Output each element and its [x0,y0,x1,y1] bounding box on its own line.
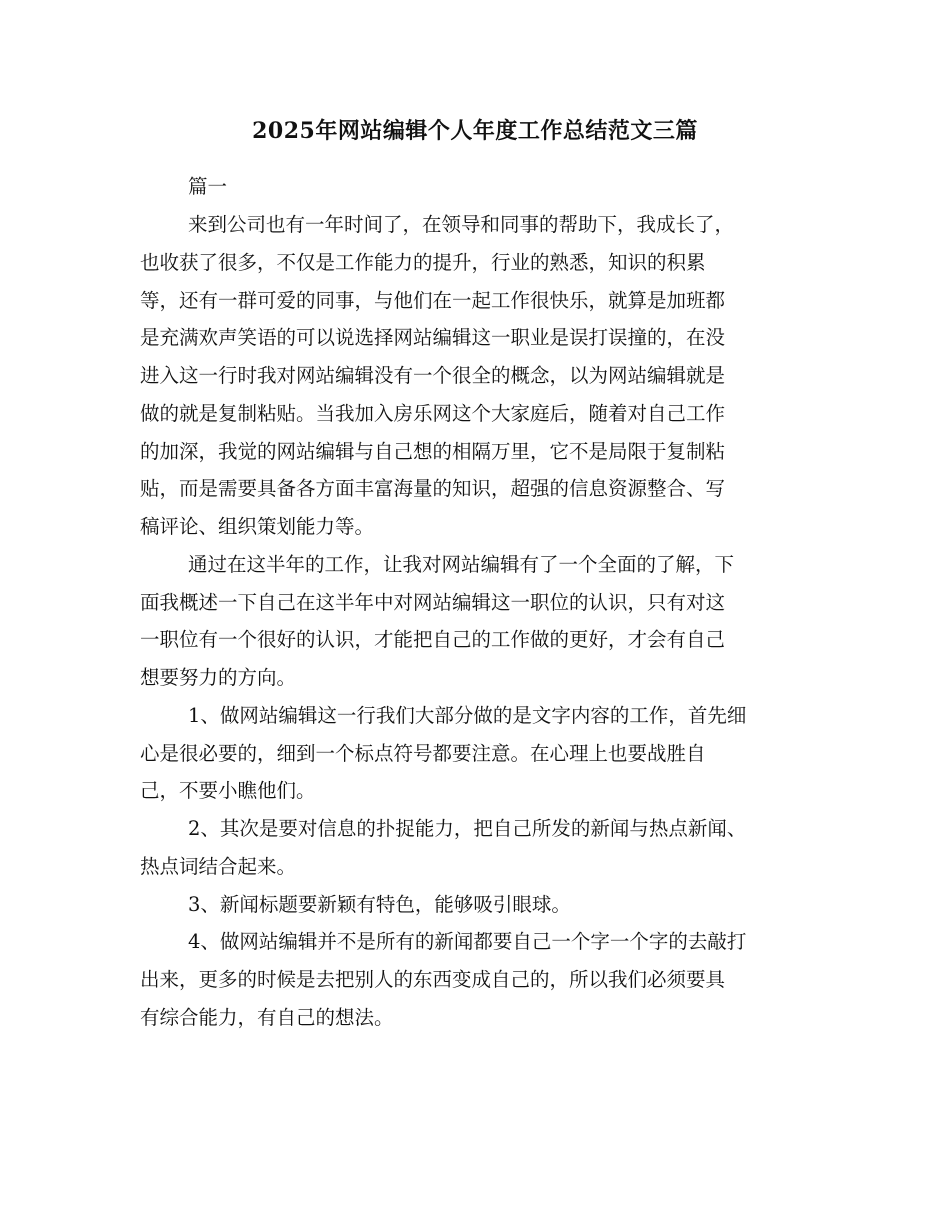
paragraph-line: 稿评论、组织策划能力等。 [140,515,375,538]
list-item-line: 3、新闻标题要新颖有特色，能够吸引眼球。 [188,893,571,916]
paragraph-line: 进入这一行时我对网站编辑没有一个很全的概念，以为网站编辑就是 [140,364,726,387]
list-item-line: 1、做网站编辑这一行我们大部分做的是文字内容的工作，首先细 [188,704,747,727]
paragraph-line: 等，还有一群可爱的同事，与他们在一起工作很快乐，就算是加班都 [140,289,726,312]
paragraph-line: 的加深，我觉的网站编辑与自己想的相隔万里，它不是局限于复制粘 [140,440,726,463]
list-item-line: 心是很必要的，细到一个标点符号都要注意。在心理上也要战胜自 [140,742,706,765]
paragraph-line: 一职位有一个很好的认识，才能把自己的工作做的更好，才会有自己 [140,628,726,651]
paragraph-line: 也收获了很多，不仅是工作能力的提升，行业的熟悉，知识的积累 [140,251,706,274]
list-item-line: 出来，更多的时候是去把别人的东西变成自己的，所以我们必须要具 [140,968,726,991]
list-item-line: 有综合能力，有自己的想法。 [140,1006,394,1029]
section-heading: 篇一 [188,175,228,198]
list-item-line: 热点词结合起来。 [140,855,297,878]
paragraph-line: 来到公司也有一年时间了，在领导和同事的帮助下，我成长了， [188,213,735,236]
paragraph-line: 是充满欢声笑语的可以说选择网站编辑这一职业是误打误撞的，在没 [140,326,726,349]
paragraph-line: 面我概述一下自己在这半年中对网站编辑这一职位的认识，只有对这 [140,591,726,614]
list-item-line: 2、其次是要对信息的扑捉能力，把自己所发的新闻与热点新闻、 [188,817,747,840]
paragraph-line: 想要努力的方向。 [140,666,297,689]
document-title: 2025年网站编辑个人年度工作总结范文三篇 [252,118,698,144]
list-item-line: 4、做网站编辑并不是所有的新闻都要自己一个字一个字的去敲打 [188,930,747,953]
paragraph-line: 通过在这半年的工作，让我对网站编辑有了一个全面的了解，下 [188,553,735,576]
paragraph-line: 贴，而是需要具备各方面丰富海量的知识，超强的信息资源整合、写 [140,477,726,500]
paragraph-line: 做的就是复制粘贴。当我加入房乐网这个大家庭后，随着对自己工作 [140,402,726,425]
list-item-line: 己，不要小瞧他们。 [140,779,316,802]
